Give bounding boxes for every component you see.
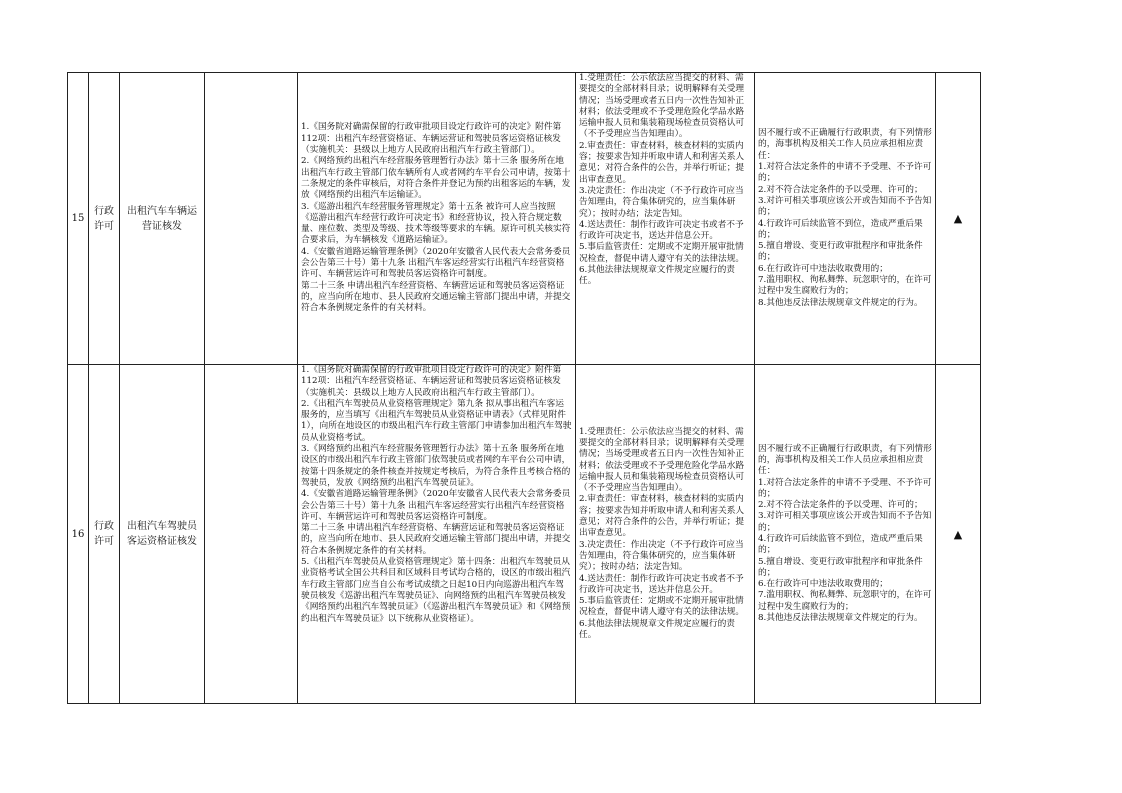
accountability-cell (755, 365, 936, 704)
responsibility-cell (576, 365, 755, 704)
responsibility-cell (576, 73, 755, 365)
accountability-text: 因不履行或不正确履行行政职责，有下列情形的，海事机构及相关工作人员应承担相应责任： 1.对符合法定条件的申请不予受理、不予许可的； 2.对不符合法定条件的予以受理、许可的； 3.对许可相关事项应该公开或告知而不予告知的； 4.行政许可后续监管不到位，造成严重后果的； 5.擅自增设、变更行政审批程序和审批条件的； 6.在行政许可中违法收取费用的； 7.滥用职权、徇私舞弊、玩忽职守的，在许可过程中发生腐败行为的； 8.其他违反法律法规规章文件规定的行为。 (758, 128, 932, 308)
triangle-mark-icon: ▲ (936, 365, 981, 704)
item-name: 出租汽车车辆运营证核发 (120, 73, 205, 365)
authority-table (67, 72, 981, 704)
accountability-cell (755, 73, 936, 365)
row-number: 16 (68, 365, 89, 704)
empty-cell (205, 73, 298, 365)
responsibility-text: 1.受理责任：公示依法应当提交的材料、需要提交的全部材料目录；说明解释有关受理情况；当场受理或者五日内一次性告知补正材料；依法受理或不予受理危险化学品水路运输申报人员和集装箱现场检查员资格认可（不予受理应当告知理由）。 2.审查责任：审查材料，核查材料的实质内容；按要求告知并听取申请人和利害关系人意见；对符合条件的公告，并举行听证；提出审查意见。 3.决定责任：作出决定（不予行政许可应当告知理由，符合集体研究的，应当集体研究）；按时办结；法定告知。 4.送达责任：制作行政许可决定书或者不予行政许可决定书，送达并信息公开。 5.事后监管责任：定期或不定期开展审批情况检查，督促申请人遵守有关的法律法规。 6.其他法律法规规章文件规定应履行的责任。 (579, 426, 745, 641)
table-row (68, 73, 981, 365)
table-row (68, 365, 981, 704)
triangle-mark-icon: ▲ (936, 73, 981, 365)
legal-basis-text: 1.《国务院对确需保留的行政审批项目设定行政许可的决定》附件第112项：出租汽车经营资格证、车辆运营证和驾驶员客运资格证核发（实施机关：县级以上地方人民政府出租汽车行政主管部门）。 2.《网络预约出租汽车经营服务管理暂行办法》第十三条 服务所在地出租汽车行政主管部门依车辆所有人或者网约车平台公司申请，按第十二条规定的条件审核后，对符合条件并登记为预约出租客运的车辆，发放《网络预约出租汽车运输证》。 3.《巡游出租汽车经营服务管理规定》第十五条 被许可人应当按照《巡游出租汽车经营行政许可决定书》和经营协议，投入符合规定数量、座位数、类型及等级、技术等级等要求的车辆。原许可机关核实符合要求后，为车辆核发《道路运输证》。 4.《安徽省道路运输管理条例》（2020年安徽省人民代表大会常务委员会公告第三十号）第十九条 出租汽车客运经营实行出租汽车经营资格许可、车辆营运许可和驾驶员客运资格许可制度。 第二十三条 申请出租汽车经营资格、车辆营运证和驾驶员客运资格证的，应当向所在地市、县人民政府交通运输主管部门提出申请，并提交符合本条例规定条件的有关材料。 (301, 122, 571, 314)
item-category: 行政许可 (89, 73, 120, 365)
empty-cell (205, 365, 298, 704)
item-category: 行政许可 (89, 365, 120, 704)
legal-basis-cell (298, 365, 576, 704)
accountability-text: 因不履行或不正确履行行政职责，有下列情形的，海事机构及相关工作人员应承担相应责任： 1.对符合法定条件的申请不予受理、不予许可的； 2.对不符合法定条件的予以受理、许可的； 3.对许可相关事项应该公开或告知而不予告知的； 4.行政许可后续监管不到位，造成严重后果的； 5.擅自增设、变更行政审批程序和审批条件的； 6.在行政许可中违法收取费用的； 7.滥用职权、徇私舞弊、玩忽职守的，在许可过程中发生腐败行为的； 8.其他违反法律法规规章文件规定的行为。 (758, 443, 932, 624)
responsibility-text: 1.受理责任：公示依法应当提交的材料、需要提交的全部材料目录；说明解释有关受理情况；当场受理或者五日内一次性告知补正材料；依法受理或不予受理危险化学品水路运输申报人员和集装箱现场检查员资格认可（不予受理应当告知理由）。 2.审查责任：审查材料，核查材料的实质内容；按要求告知并听取申请人和利害关系人意见；对符合条件的公告，并举行听证；提出审查意见。 3.决定责任：作出决定（不予行政许可应当告知理由，符合集体研究的，应当集体研究）；按时办结；法定告知。 4.送达责任：制作行政许可决定书或者不予行政许可决定书，送达并信息公开。 5.事后监管责任：定期或不定期开展审批情况检查，督促申请人遵守有关的法律法规。 6.其他法律法规规章文件规定应履行的责任。 (579, 73, 745, 287)
row-number: 15 (68, 73, 89, 365)
item-name: 出租汽车驾驶员客运资格证核发 (120, 365, 205, 704)
legal-basis-text: 1.《国务院对确需保留的行政审批项目设定行政许可的决定》附件第112项：出租汽车经营资格证、车辆运营证和驾驶员客运资格证核发（实施机关：县级以上地方人民政府出租汽车行政主管部门）。 2.《出租汽车驾驶员从业资格管理规定》第九条 拟从事出租汽车客运服务的，应当填写《出租汽车驾驶员从业资格证申请表》（式样见附件1），向所在地设区的市级出租汽车行政主管部门申请参加出租汽车驾驶员从业资格考试。 3.《网络预约出租汽车经营服务管理暂行办法》第十五条 服务所在地设区的市级出租汽车行政主管部门依驾驶员或者网约车平台公司申请，按第十四条规定的条件核查并按规定考核后，为符合条件且考核合格的驾驶员，发放《网络预约出租汽车驾驶员证》。 4.《安徽省道路运输管理条例》（2020年安徽省人民代表大会常务委员会公告第三十号）第十九条 出租汽车客运经营实行出租汽车经营资格许可、车辆营运许可和驾驶员客运资格许可制度。 第二十三条 申请出租汽车经营资格、车辆营运证和驾驶员客运资格证的，应当向所在地市、县人民政府交通运输主管部门提出申请，并提交符合本条例规定条件的有关材料。 5.《出租汽车驾驶员从业资格管理规定》第十四条：出租汽车驾驶员从业资格考试全国公共科目和区域科目考试均合格的，设区的市级出租汽车行政主管部门应当自公布考试成绩之日起10日内向巡游出租汽车驾驶员核发《巡游出租汽车驾驶员证》、向网络预约出租汽车驾驶员核发《网络预约出租汽车驾驶员证》（《巡游出租汽车驾驶员证》和《网络预约出租汽车驾驶员证》以下统称从业资格证）。 (301, 365, 572, 624)
legal-basis-cell (298, 73, 576, 365)
